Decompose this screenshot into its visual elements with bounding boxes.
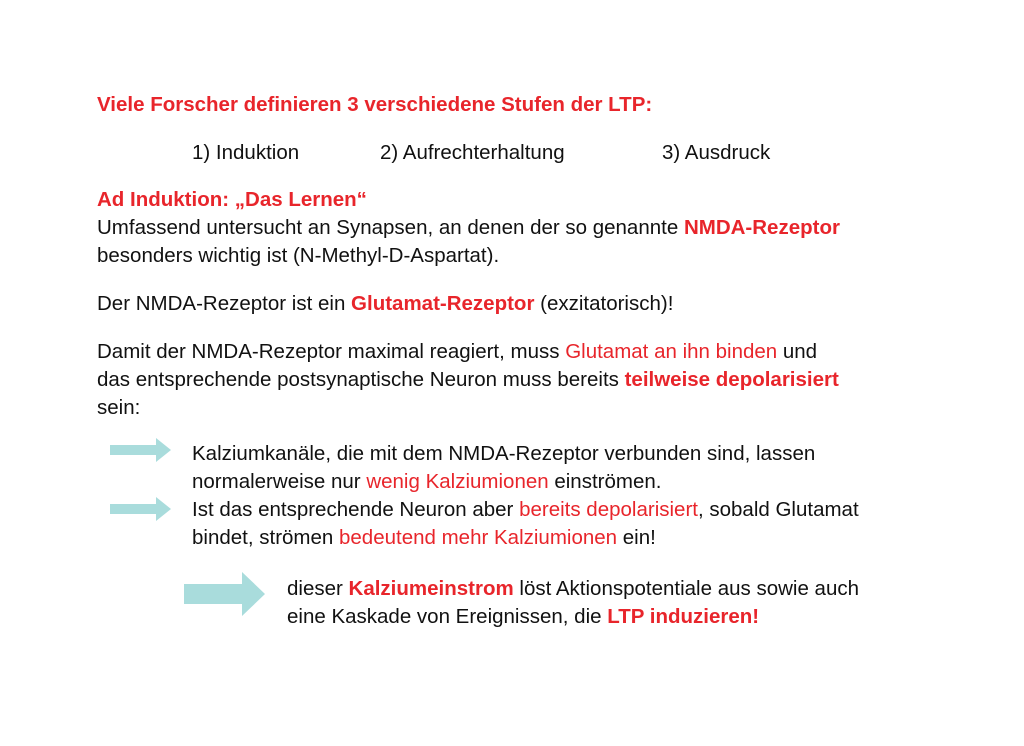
text-segment: das entsprechende postsynaptische Neuron muss bereits: [97, 368, 625, 391]
glutamate-line: [97, 291, 673, 317]
text-segment: Umfassend untersucht an Synapsen, an denen der so genannte: [97, 216, 684, 239]
induction-line-2: besonders wichtig ist (N-Methyl-D-Aspartat).: [97, 244, 500, 267]
text-segment: Ist das entsprechende Neuron aber: [192, 498, 520, 521]
text-segment: eine Kaskade von Ereignissen, die: [287, 605, 608, 628]
bullet1-line-1: Kalziumkanäle, die mit dem NMDA-Rezeptor verbunden sind, lassen: [192, 442, 816, 465]
bullet2-line-1: [192, 497, 859, 523]
condition-line-2: [97, 367, 839, 393]
condition-line-3: sein:: [97, 396, 141, 419]
nmda-receptor-highlight: NMDA-Rezeptor: [683, 216, 840, 239]
bullet2-line-2: [192, 525, 656, 551]
right-arrow-icon: [110, 437, 172, 463]
induction-title: Ad Induktion: „Das Lernen“: [97, 188, 367, 211]
glutamate-receptor-highlight: Glutamat-Rezeptor: [351, 292, 535, 315]
text-segment: Der NMDA-Rezeptor ist ein: [97, 292, 352, 315]
right-arrow-icon: [110, 496, 172, 522]
stage-maintenance: 2) Aufrechterhaltung: [380, 141, 565, 164]
conclusion-line-2: [287, 604, 759, 630]
heading: Viele Forscher definieren 3 verschiedene Stufen der LTP:: [97, 93, 653, 116]
glutamate-binding-highlight: Glutamat an ihn binden: [565, 340, 778, 363]
bullet1-line-2: [192, 469, 661, 495]
text-segment: ein!: [617, 526, 656, 549]
stage-expression: 3) Ausdruck: [662, 141, 771, 164]
induction-line-1: [97, 215, 840, 241]
text-segment: löst Aktionspotentiale aus sowie auch: [513, 577, 859, 600]
right-arrow-icon: [184, 572, 266, 616]
more-calcium-highlight: bedeutend mehr Kalziumionen: [339, 526, 618, 549]
calcium-influx-highlight: Kalziumeinstrom: [348, 577, 514, 600]
text-segment: (exzitatorisch)!: [534, 292, 674, 315]
text-segment: dieser: [287, 577, 349, 600]
conclusion-line-1: [287, 576, 859, 602]
text-segment: normalerweise nur: [192, 470, 367, 493]
text-segment: und: [777, 340, 818, 363]
text-segment: bindet, strömen: [192, 526, 339, 549]
text-segment: Damit der NMDA-Rezeptor maximal reagiert, muss: [97, 340, 566, 363]
condition-line-1: [97, 339, 817, 365]
stage-induction: 1) Induktion: [192, 141, 300, 164]
text-segment: einströmen.: [548, 470, 662, 493]
ltp-induction-highlight: LTP induzieren!: [607, 605, 760, 628]
text-segment: , sobald Glutamat: [697, 498, 859, 521]
depolarized-highlight: teilweise depolarisiert: [624, 368, 839, 391]
low-calcium-highlight: wenig Kalziumionen: [366, 470, 549, 493]
already-depolarized-highlight: bereits depolarisiert: [519, 498, 698, 521]
